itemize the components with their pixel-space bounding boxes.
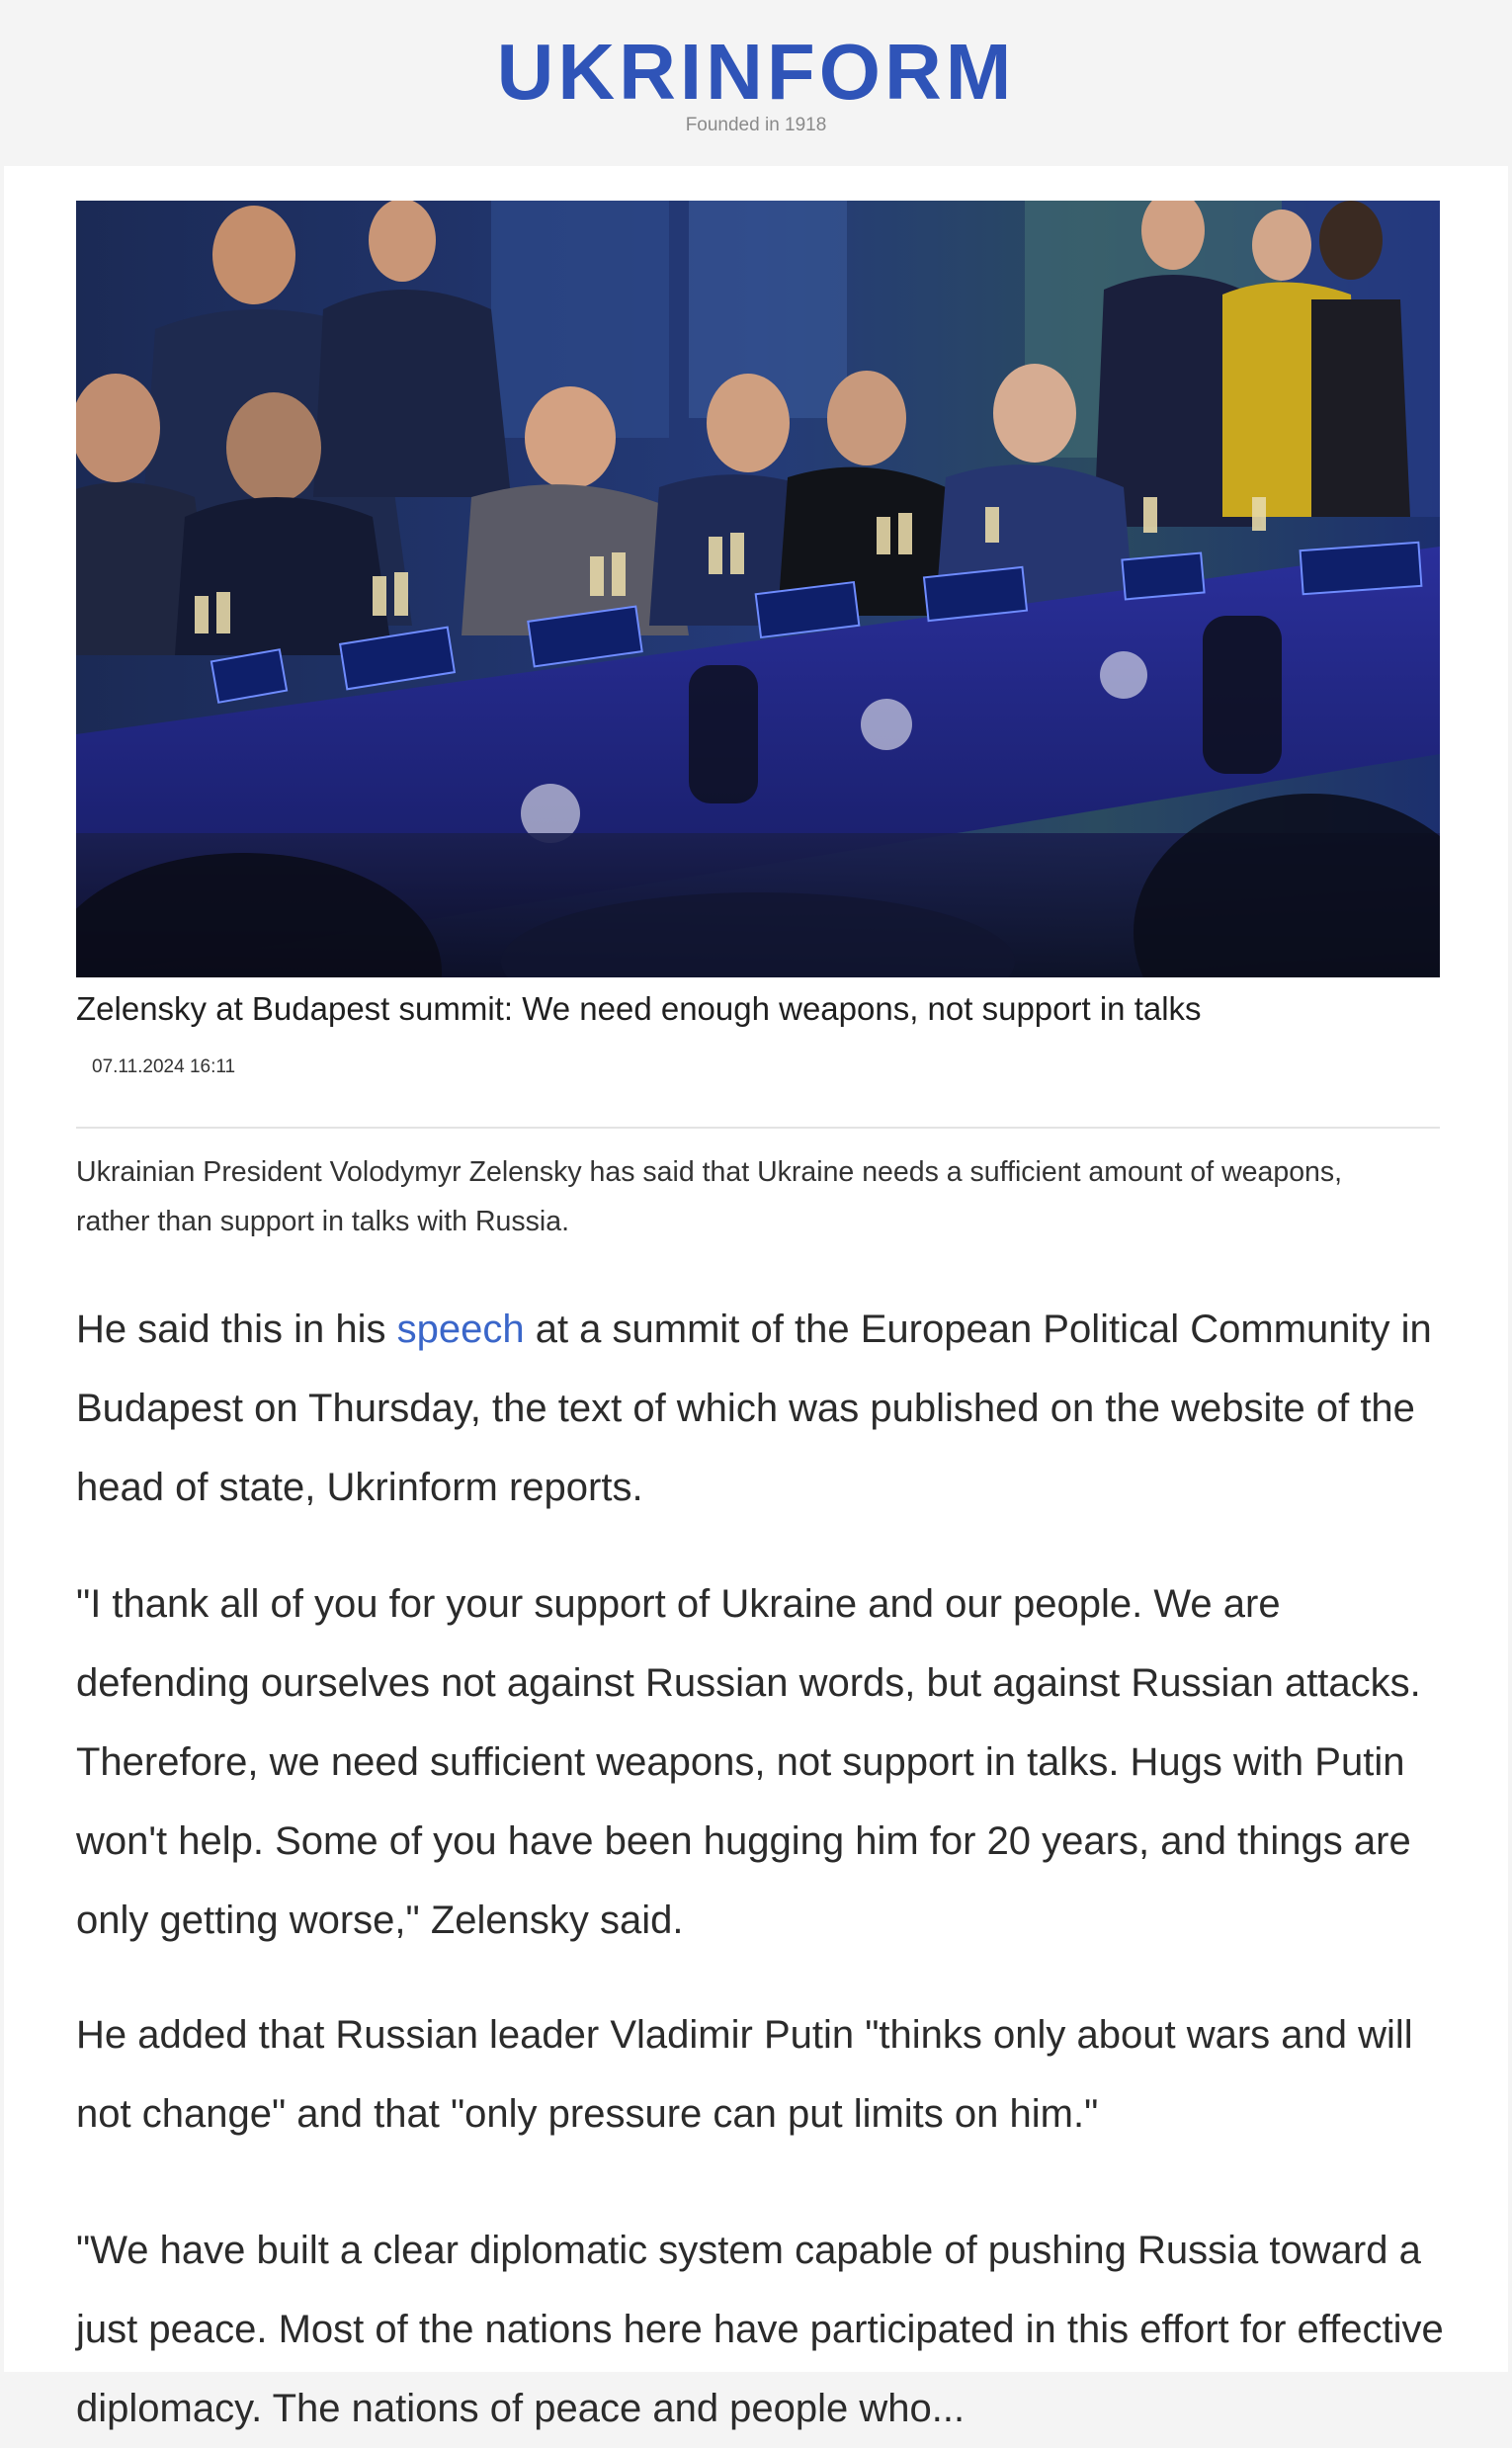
article-lead: Ukrainian President Volodymyr Zelensky has said that Ukraine needs a sufficient amount of weapons, rather than support in talks with Russia. — [76, 1156, 1343, 1237]
article-date: 07.11.2024 16:11 — [92, 1056, 236, 1077]
paragraph-text: at a summit of the European Political Community in Budapest on Thursday, the text of which was published on the website of the head of state, Ukrinform reports. — [76, 1308, 1432, 1509]
article-paragraph-3: He added that Russian leader Vladimir Putin "thinks only about wars and will not change" and that "only pressure can put limits on him." — [76, 2013, 1413, 2136]
article-photo — [76, 201, 1440, 977]
article-paragraph-4: "We have built a clear diplomatic system capable of pushing Russia toward a just peace. Most of the nations here have participated in this effort for effective diplomacy. The nations of peace and people who... — [76, 2229, 1444, 2430]
site-tagline: Founded in 1918 — [685, 115, 827, 135]
site-header — [0, 0, 1512, 166]
article-paragraph-1 — [76, 1290, 1450, 1527]
divider — [76, 1127, 1440, 1129]
article-headline: Zelensky at Budapest summit: We need enough weapons, not support in talks — [76, 990, 1202, 1027]
article-paragraph-2: "I thank all of you for your support of Ukraine and our people. We are defending ourselves not against Russian words, but against Russian attacks. Therefore, we need sufficient weapons, not support in talks. Hugs with Putin won't help. Some of you have been hugging him for 20 years, and things are only getting worse," Zelensky said. — [76, 1582, 1421, 1942]
article — [4, 166, 1508, 2430]
paragraph-text: He said this in his — [76, 1308, 397, 1351]
summit-photo-illustration — [76, 201, 1440, 977]
ukrinform-logo[interactable]: UKRINFORM — [496, 28, 1016, 116]
speech-link[interactable]: speech — [396, 1308, 525, 1351]
